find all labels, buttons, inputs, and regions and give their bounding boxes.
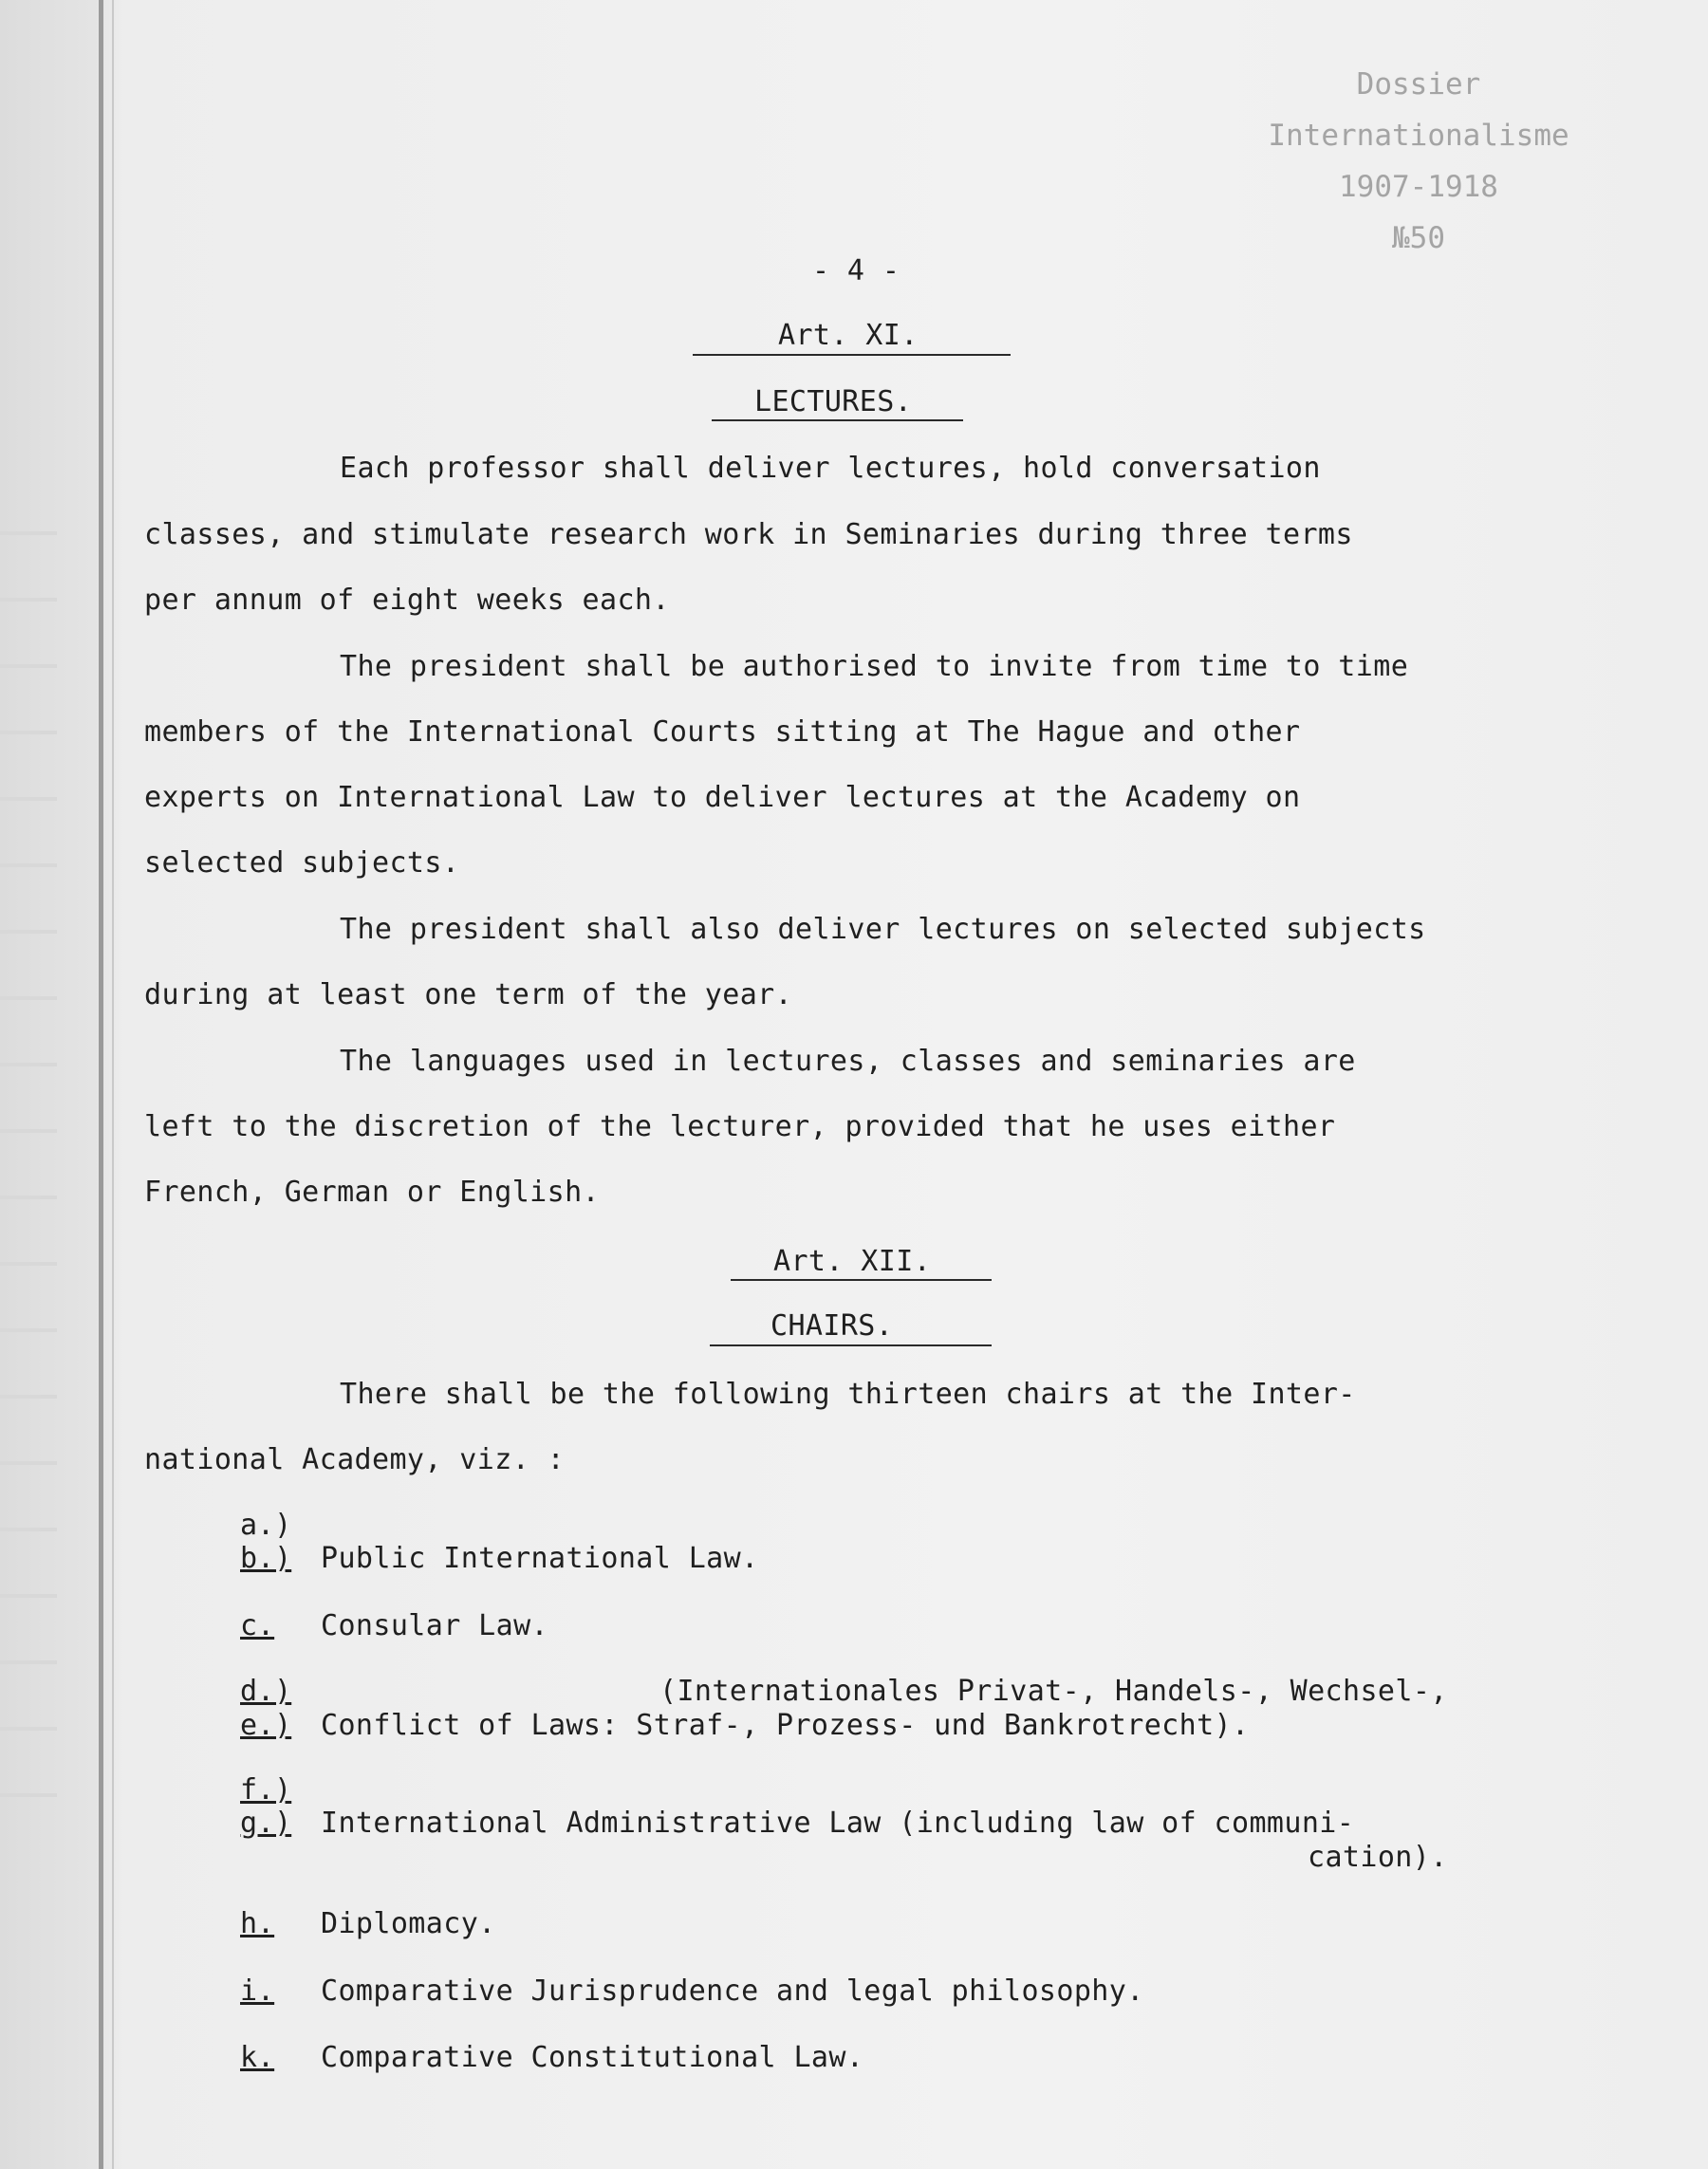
archive-stamp bbox=[1262, 59, 1575, 264]
page-number: - 4 - bbox=[812, 254, 900, 287]
paragraph-line: selected subjects. bbox=[144, 846, 460, 880]
paragraph-line: experts on International Law to deliver lectures at the Academy on bbox=[144, 781, 1301, 814]
paragraph-line: per annum of eight weeks each. bbox=[144, 584, 670, 617]
binding-edge-shadow bbox=[112, 0, 114, 2169]
bleed-through-marks bbox=[0, 474, 57, 1803]
chair-label: c. bbox=[240, 1609, 275, 1642]
paragraph-line: Each professor shall deliver lectures, hold conversation bbox=[340, 452, 1321, 485]
article-11-heading: Art. XI. bbox=[778, 319, 919, 352]
chair-item-continuation: cation). bbox=[1308, 1841, 1448, 1874]
article-12-underline bbox=[731, 1279, 992, 1281]
chair-label: g.) bbox=[240, 1807, 292, 1840]
chair-label: k. bbox=[240, 2041, 275, 2074]
chair-label: e.) bbox=[240, 1709, 292, 1742]
chair-label: f.) bbox=[240, 1773, 292, 1807]
article-11-title: LECTURES. bbox=[754, 385, 913, 418]
article-12-title-underline bbox=[710, 1344, 992, 1346]
chair-item: International Administrative Law (including law of communi- bbox=[321, 1807, 1355, 1840]
chair-item: Comparative Jurisprudence and legal philosophy. bbox=[321, 1974, 1144, 2008]
stamp-line-3: 1907-1918 bbox=[1339, 170, 1498, 204]
chair-note: (Internationales Privat-, Handels-, Wechsel-, bbox=[659, 1675, 1448, 1708]
paragraph-line: national Academy, viz. : bbox=[144, 1443, 566, 1476]
article-12-title: CHAIRS. bbox=[770, 1309, 894, 1343]
paragraph-line: There shall be the following thirteen chairs at the Inter- bbox=[340, 1378, 1356, 1411]
chair-item: Consular Law. bbox=[321, 1609, 548, 1642]
chair-item: Conflict of Laws: Straf-, Prozess- und Bankrotrecht). bbox=[321, 1709, 1250, 1742]
stamp-line-1: Dossier bbox=[1356, 67, 1481, 102]
chair-label: d.) bbox=[240, 1675, 292, 1708]
paragraph-line: classes, and stimulate research work in Seminaries during three terms bbox=[144, 518, 1353, 551]
chair-label: a.) bbox=[240, 1509, 292, 1542]
chair-item: Comparative Constitutional Law. bbox=[321, 2041, 864, 2074]
article-12-heading: Art. XII. bbox=[773, 1245, 932, 1278]
stamp-line-4: №50 bbox=[1392, 221, 1445, 255]
article-11-underline bbox=[693, 354, 1011, 356]
chair-label: b.) bbox=[240, 1542, 292, 1575]
chair-item: Public International Law. bbox=[321, 1542, 759, 1575]
chair-item: Diplomacy. bbox=[321, 1907, 496, 1940]
paragraph-line: during at least one term of the year. bbox=[144, 978, 793, 1011]
chair-label: h. bbox=[240, 1907, 275, 1940]
paragraph-line: members of the International Courts sitting at The Hague and other bbox=[144, 715, 1301, 749]
binding-edge bbox=[99, 0, 103, 2169]
paragraph-line: The president shall be authorised to invite from time to time bbox=[340, 650, 1409, 683]
stamp-line-2: Internationalisme bbox=[1268, 119, 1569, 153]
paragraph-line: The president shall also deliver lectures on selected subjects bbox=[340, 913, 1426, 946]
paragraph-line: French, German or English. bbox=[144, 1176, 600, 1209]
paragraph-line: The languages used in lectures, classes and seminaries are bbox=[340, 1045, 1356, 1078]
article-11-title-underline bbox=[712, 419, 963, 421]
paragraph-line: left to the discretion of the lecturer, provided that he uses either bbox=[144, 1110, 1336, 1143]
chair-label: i. bbox=[240, 1974, 275, 2008]
